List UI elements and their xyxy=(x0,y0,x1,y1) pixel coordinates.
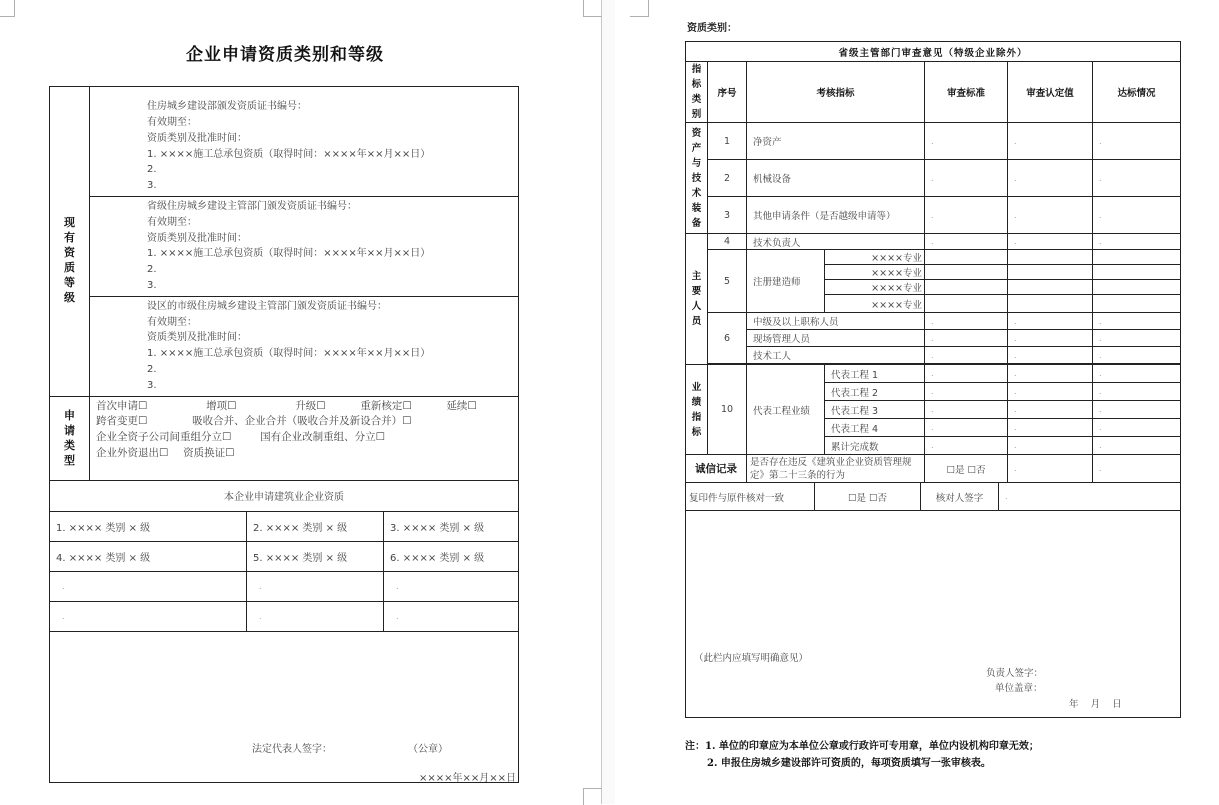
confirmed-cell[interactable]: . xyxy=(1008,401,1093,419)
qualification-cell-empty[interactable]: . xyxy=(50,601,247,631)
cert-block-city xyxy=(90,296,519,396)
row-indicator: 技术负责人 xyxy=(747,234,925,250)
header-status: 达标情况 xyxy=(1093,62,1181,123)
cert-block-province xyxy=(90,197,519,297)
qualification-cell-empty[interactable]: . xyxy=(247,571,384,601)
margin-corner-mark xyxy=(630,0,649,17)
document-page-2 xyxy=(615,0,1219,804)
valid-until: 有效期至： xyxy=(147,316,197,328)
standard-cell[interactable]: . xyxy=(925,123,1008,160)
category-time: 资质类别及批准时间： xyxy=(147,132,247,144)
standard-cell[interactable] xyxy=(925,265,1008,280)
project-sub-item: 累计完成数 xyxy=(825,437,925,455)
integrity-record-label: 诚信记录 xyxy=(686,455,747,483)
standard-cell[interactable]: . xyxy=(925,401,1008,419)
checker-signature-label: 核对人签字 xyxy=(921,483,999,510)
cert-issuer: 住房城乡建设部颁发资质证书编号： xyxy=(147,101,307,113)
row-seq: 1 xyxy=(708,123,747,160)
valid-until: 有效期至： xyxy=(147,216,197,228)
standard-cell[interactable]: . xyxy=(925,419,1008,437)
header-indicator: 考核指标 xyxy=(747,62,925,123)
row-seq: 4 xyxy=(708,234,747,250)
checkbox-first-application[interactable]: 首次申请☐ xyxy=(96,399,148,412)
qualification-header: 本企业申请建筑业企业资质 xyxy=(50,480,519,511)
confirmed-cell[interactable]: . xyxy=(1008,383,1093,401)
row-seq: 5 xyxy=(708,250,747,313)
row-indicator: 注册建造师 xyxy=(747,250,825,313)
margin-corner-mark xyxy=(0,0,15,17)
project-sub-item: 代表工程 1 xyxy=(825,365,925,383)
confirmed-cell[interactable] xyxy=(1008,280,1093,295)
status-cell[interactable]: . xyxy=(1093,123,1181,160)
notes-prefix: 注： xyxy=(685,741,705,752)
valid-until: 有效期至： xyxy=(147,117,197,129)
checkbox-cross-province-change[interactable]: 跨省变更☐ xyxy=(96,415,148,428)
header-seq: 序号 xyxy=(708,62,747,123)
existing-qualification-label: 现 有 资 质 等 级 xyxy=(50,87,90,397)
cert-item: 2. xyxy=(147,363,157,375)
checkbox-add-item[interactable]: 增项☐ xyxy=(206,399,237,412)
qualification-cell[interactable]: 4. ×××× 类别 × 级 xyxy=(50,541,247,571)
row-indicator: 机械设备 xyxy=(747,160,925,197)
checkbox-subsidiary-split[interactable]: 企业全资子公司间重组分立☐ xyxy=(96,431,232,444)
checkbox-re-verify[interactable]: 重新核定☐ xyxy=(360,399,412,412)
header-standard: 审查标准 xyxy=(925,62,1008,123)
cert-item: 1. ××××施工总承包资质（取得时间：××××年××月××日） xyxy=(147,248,431,260)
review-opinion-block[interactable] xyxy=(686,511,1181,718)
copy-check-label: 复印件与原件核对一致 xyxy=(686,483,815,510)
margin-corner-mark xyxy=(613,0,631,16)
project-sub-item: 代表工程 3 xyxy=(825,401,925,419)
status-cell[interactable] xyxy=(1093,295,1181,313)
confirmed-cell[interactable]: . xyxy=(1008,365,1093,383)
application-type-options xyxy=(90,396,519,480)
cert-item: 1. ××××施工总承包资质（取得时间：××××年××月××日） xyxy=(147,148,431,160)
integrity-yes-no[interactable]: ☐是 ☐否 xyxy=(925,455,1008,483)
review-table-title: 省级主管部门审查意见（特级企业除外） xyxy=(686,42,1181,62)
qualification-cell-empty[interactable]: . xyxy=(247,601,384,631)
cert-item: 2. xyxy=(147,264,157,276)
row-indicator: 其他申请条件（是否越级申请等） xyxy=(747,197,925,234)
qualification-application-table xyxy=(49,86,519,783)
confirmed-cell[interactable] xyxy=(1008,265,1093,280)
checkbox-soe-restructure[interactable]: 国有企业改制重组、分立☐ xyxy=(260,431,386,444)
confirmed-cell[interactable]: . xyxy=(1008,160,1093,197)
checkbox-extension[interactable]: 延续☐ xyxy=(446,399,477,412)
row-indicator: 中级及以上职称人员 xyxy=(747,313,925,330)
row-seq: 10 xyxy=(708,365,747,455)
status-cell[interactable]: . xyxy=(1093,419,1181,437)
cert-issuer: 省级住房城乡建设主管部门颁发资质证书编号： xyxy=(147,201,357,212)
signature-date: ××××年××月××日 xyxy=(419,772,517,784)
header-confirmed-value: 审查认定值 xyxy=(1008,62,1093,123)
checkbox-cert-renewal[interactable]: 资质换证☐ xyxy=(183,446,235,459)
row-seq: 3 xyxy=(708,197,747,234)
copy-check-row xyxy=(686,483,1181,511)
integrity-question: 是否存在违反《建筑业企业资质管理规定》第二十三条的行为 xyxy=(747,455,925,483)
status-cell[interactable]: . xyxy=(1093,383,1181,401)
category-time: 资质类别及批准时间： xyxy=(147,232,247,244)
status-cell[interactable] xyxy=(1093,265,1181,280)
standard-cell[interactable] xyxy=(925,295,1008,313)
qualification-cell[interactable]: 1. ×××× 类别 × 级 xyxy=(50,511,247,541)
header-category: 指 标 类 别 xyxy=(686,62,708,123)
status-cell[interactable]: . xyxy=(1093,160,1181,197)
provincial-review-table xyxy=(685,41,1181,718)
cert-item: 3. xyxy=(147,279,157,291)
row-seq: 6 xyxy=(708,313,747,364)
standard-cell[interactable]: . xyxy=(925,330,1008,347)
checkbox-merger[interactable]: 吸收合并、企业合并（吸收合并及新设合并）☐ xyxy=(192,415,412,428)
status-cell[interactable]: . xyxy=(1093,401,1181,419)
category-performance: 业 绩 指 标 xyxy=(686,365,708,455)
category-personnel: 主 要 人 员 xyxy=(686,234,708,365)
row-indicator: 代表工程业绩 xyxy=(747,365,825,455)
cert-item: 3. xyxy=(147,379,157,391)
standard-cell[interactable]: . xyxy=(925,234,1008,250)
status-cell[interactable]: . xyxy=(1093,330,1181,347)
engineer-specialty: ××××专业 xyxy=(825,295,925,313)
margin-corner-mark xyxy=(583,788,602,805)
qualification-cell-empty[interactable]: . xyxy=(384,571,519,601)
qualification-cell[interactable]: 3. ×××× 类别 × 级 xyxy=(384,511,519,541)
standard-cell[interactable]: . xyxy=(925,160,1008,197)
checkbox-foreign-exit[interactable]: 企业外资退出☐ xyxy=(96,446,169,459)
cert-issuer: 设区的市级住房城乡建设主管部门颁发资质证书编号： xyxy=(147,300,387,312)
category-time: 资质类别及批准时间： xyxy=(147,332,247,344)
confirmed-cell[interactable]: . xyxy=(1008,347,1093,364)
confirmed-cell[interactable]: . xyxy=(1008,419,1093,437)
confirmed-cell[interactable]: . xyxy=(1008,437,1093,455)
row-indicator: 净资产 xyxy=(747,123,925,160)
status-cell[interactable]: . xyxy=(1093,313,1181,330)
standard-cell[interactable] xyxy=(925,250,1008,265)
confirmed-cell[interactable]: . xyxy=(1008,123,1093,160)
status-cell[interactable]: . xyxy=(1093,347,1181,364)
row-indicator: 技术工人 xyxy=(747,347,925,364)
confirmed-cell[interactable] xyxy=(1008,250,1093,265)
confirmed-cell[interactable]: . xyxy=(1008,234,1093,250)
engineer-specialty: ××××专业 xyxy=(825,250,925,265)
qualification-cell[interactable]: 5. ×××× 类别 × 级 xyxy=(247,541,384,571)
standard-cell[interactable]: . xyxy=(925,347,1008,364)
qualification-cell-empty[interactable]: . xyxy=(384,601,519,631)
confirmed-cell[interactable]: . xyxy=(1008,313,1093,330)
standard-cell[interactable]: . xyxy=(925,365,1008,383)
qualification-type-label: 资质类别： xyxy=(687,23,737,34)
copy-check-yes-no[interactable]: ☐是 ☐否 xyxy=(815,483,921,510)
confirmed-cell[interactable]: . xyxy=(1008,197,1093,234)
document-page-1 xyxy=(0,0,600,804)
engineer-specialty: ××××专业 xyxy=(825,265,925,280)
unit-seal-label: 单位盖章： xyxy=(995,683,1043,694)
status-cell[interactable] xyxy=(1093,250,1181,265)
checker-signature-field[interactable]: . xyxy=(1005,492,1008,501)
qualification-cell[interactable]: 6. ×××× 类别 × 级 xyxy=(384,541,519,571)
project-sub-item: 代表工程 4 xyxy=(825,419,925,437)
standard-cell[interactable]: . xyxy=(925,383,1008,401)
confirmed-cell[interactable]: . xyxy=(1008,455,1093,483)
margin-corner-mark xyxy=(583,0,602,17)
status-cell[interactable]: . xyxy=(1093,197,1181,234)
row-seq: 2 xyxy=(708,160,747,197)
cert-item: 1. ××××施工总承包资质（取得时间：××××年××月××日） xyxy=(147,348,431,360)
application-type-label: 申 请 类 型 xyxy=(50,396,90,480)
status-cell[interactable]: . xyxy=(1093,437,1181,455)
engineer-specialty: ××××专业 xyxy=(825,280,925,295)
standard-cell[interactable] xyxy=(925,280,1008,295)
cert-item: 3. xyxy=(147,180,157,192)
project-sub-item: 代表工程 2 xyxy=(825,383,925,401)
cert-item: 2. xyxy=(147,164,157,176)
official-seal-label: （公章） xyxy=(408,743,448,755)
opinion-hint: （此栏内应填写明确意见） xyxy=(694,653,809,664)
standard-cell[interactable]: . xyxy=(925,437,1008,455)
legal-rep-signature-label: 法定代表人签字： xyxy=(252,743,332,755)
note-2: 2. 申报住房城乡建设部许可资质的，每项资质填写一张审核表。 xyxy=(707,758,991,769)
standard-cell[interactable]: . xyxy=(925,313,1008,330)
confirmed-cell[interactable] xyxy=(1008,295,1093,313)
checkbox-upgrade[interactable]: 升级☐ xyxy=(295,399,326,412)
qualification-cell-empty[interactable]: . xyxy=(50,571,247,601)
confirmed-cell[interactable]: . xyxy=(1008,330,1093,347)
opinion-date: 年 月 日 xyxy=(1069,699,1122,710)
page-gutter xyxy=(601,0,616,804)
category-assets: 资 产 与 技 术 装 备 xyxy=(686,123,708,234)
qualification-cell[interactable]: 2. ×××× 类别 × 级 xyxy=(247,511,384,541)
status-cell[interactable]: . xyxy=(1093,234,1181,250)
row-indicator: 现场管理人员 xyxy=(747,330,925,347)
status-cell[interactable]: . xyxy=(1093,365,1181,383)
page-title: 企业申请资质类别和等级 xyxy=(186,45,384,65)
responsible-signature-label: 负责人签字： xyxy=(986,668,1044,679)
status-cell[interactable] xyxy=(1093,280,1181,295)
cert-block-ministry xyxy=(90,87,519,197)
status-cell[interactable]: . xyxy=(1093,455,1181,483)
footnotes xyxy=(685,738,1039,772)
note-1: 1. 单位的印章应为本单位公章或行政许可专用章，单位内设机构印章无效； xyxy=(705,741,1039,752)
standard-cell[interactable]: . xyxy=(925,197,1008,234)
signature-block xyxy=(50,631,519,782)
